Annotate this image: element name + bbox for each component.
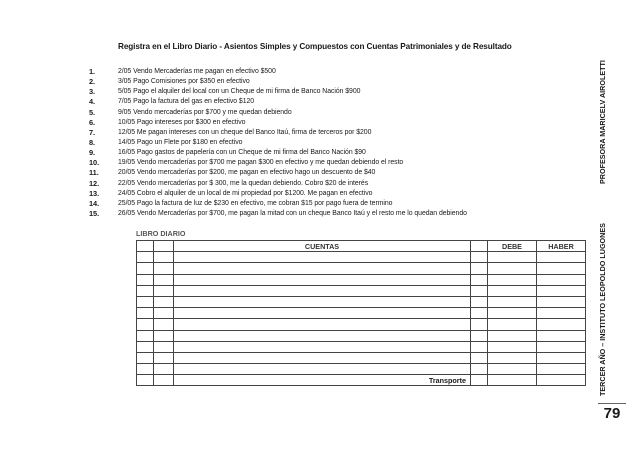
account-cell[interactable] <box>174 364 471 375</box>
debe-cell[interactable] <box>488 319 537 330</box>
exercise-item <box>89 97 589 107</box>
exercise-text: 16/05 Pago gastos de papelería con un Cheque de mi firma del Banco Nación $90 <box>118 149 366 157</box>
exercise-text: 25/05 Pago la factura de luz de $230 en efectivo, me cobran $15 por pago fuera de termino <box>118 199 393 207</box>
exercise-item <box>89 158 589 168</box>
debe-header: DEBE <box>488 241 537 252</box>
exercise-number: 7. <box>89 127 96 137</box>
debe-cell[interactable] <box>488 296 537 307</box>
ledger-row <box>137 252 586 263</box>
date-header-cell <box>137 241 154 252</box>
haber-cell[interactable] <box>537 352 586 363</box>
side-author-text: PROFESORA MARICELV AIROLETTI <box>598 60 607 184</box>
folio-cell[interactable] <box>471 296 488 307</box>
haber-header: HABER <box>537 241 586 252</box>
exercise-item <box>89 108 589 118</box>
page-heading: Registra en el Libro Diario - Asientos Simples y Compuestos con Cuentas Patrimoniales y de Resultado <box>118 42 512 51</box>
debe-cell[interactable] <box>488 274 537 285</box>
transport-debe-cell[interactable] <box>488 375 537 386</box>
ledger-header-row <box>137 241 586 252</box>
date-cell[interactable] <box>137 296 154 307</box>
folio-cell[interactable] <box>471 263 488 274</box>
folio-cell[interactable] <box>471 319 488 330</box>
exercise-number: 3. <box>89 87 96 97</box>
ref-cell[interactable] <box>154 285 174 296</box>
debe-cell[interactable] <box>488 308 537 319</box>
exercise-text: 24/05 Cobro el alquiler de un local de mi propiedad por $1200. Me pagan en efectivo <box>118 189 373 197</box>
ref-cell[interactable] <box>154 263 174 274</box>
exercise-text: 2/05 Vendo Mercaderías me pagan en efectivo $500 <box>118 68 276 75</box>
date-cell[interactable] <box>137 274 154 285</box>
exercise-number: 14. <box>89 198 100 208</box>
haber-cell[interactable] <box>537 364 586 375</box>
date-cell[interactable] <box>137 252 154 263</box>
haber-cell[interactable] <box>537 252 586 263</box>
exercise-text: 3/05 Pago Comisiones por $350 en efectivo <box>118 78 250 86</box>
cuentas-header: CUENTAS <box>174 241 471 252</box>
account-cell[interactable] <box>174 252 471 263</box>
ref-cell[interactable] <box>154 330 174 341</box>
ref-cell[interactable] <box>154 352 174 363</box>
ref-cell[interactable] <box>154 296 174 307</box>
folio-cell[interactable] <box>471 285 488 296</box>
transport-haber-cell[interactable] <box>537 375 586 386</box>
folio-cell[interactable] <box>471 330 488 341</box>
date-cell[interactable] <box>137 319 154 330</box>
exercise-number: 11. <box>89 168 99 178</box>
folio-cell[interactable] <box>471 364 488 375</box>
exercise-number: 12. <box>89 178 100 188</box>
debe-cell[interactable] <box>488 252 537 263</box>
folio-header-cell <box>471 241 488 252</box>
account-cell[interactable] <box>174 285 471 296</box>
exercise-number: 13. <box>89 188 100 198</box>
exercise-item <box>89 67 589 77</box>
debe-cell[interactable] <box>488 352 537 363</box>
haber-cell[interactable] <box>537 285 586 296</box>
date-cell[interactable] <box>137 352 154 363</box>
date-cell[interactable] <box>137 341 154 352</box>
exercise-list <box>89 67 589 219</box>
exercise-item <box>89 209 589 219</box>
folio-cell[interactable] <box>471 341 488 352</box>
exercise-text: 5/05 Pago el alquiler del local con un Cheque de mi firma de Banco Nación $900 <box>118 88 361 96</box>
debe-cell[interactable] <box>488 364 537 375</box>
exercise-text: 20/05 Vendo mercaderías por $200, me pagan en efectivo hago un descuento de $40 <box>118 169 376 177</box>
exercise-item <box>89 179 589 189</box>
exercise-item <box>89 77 589 87</box>
ledger-row <box>137 319 586 330</box>
date-cell[interactable] <box>137 263 154 274</box>
haber-cell[interactable] <box>537 296 586 307</box>
exercise-text: 14/05 Pago un Flete por $180 en efectivo <box>118 138 243 146</box>
account-cell[interactable] <box>174 341 471 352</box>
exercise-text: 7/05 Pago la factura del gas en efectivo $120 <box>118 98 255 106</box>
exercise-number: 1. <box>89 67 96 76</box>
account-cell[interactable] <box>174 274 471 285</box>
exercise-text: 19/05 Vendo mercaderías por $700 me pagan $300 en efectivo y me quedan debiendo el resto <box>118 159 404 167</box>
account-cell[interactable] <box>174 296 471 307</box>
date-cell[interactable] <box>137 330 154 341</box>
exercise-number: 6. <box>89 117 96 127</box>
account-cell[interactable] <box>174 319 471 330</box>
account-cell[interactable] <box>174 352 471 363</box>
ledger-row <box>137 308 586 319</box>
ref-cell[interactable] <box>154 364 174 375</box>
transport-row <box>137 375 586 386</box>
transport-date-cell <box>137 375 154 386</box>
side-institution-text: TERCER AÑO – INSTITUTO LEOPOLDO LUGONES <box>598 223 607 396</box>
ref-header-cell <box>154 241 174 252</box>
ref-cell[interactable] <box>154 274 174 285</box>
exercise-number: 10. <box>89 158 100 168</box>
account-cell[interactable] <box>174 330 471 341</box>
exercise-item <box>89 148 589 158</box>
exercise-item <box>89 189 589 199</box>
ledger-row <box>137 352 586 363</box>
haber-cell[interactable] <box>537 341 586 352</box>
transport-folio-cell <box>471 375 488 386</box>
folio-cell[interactable] <box>471 352 488 363</box>
exercise-item <box>89 199 589 209</box>
exercise-text: 22/05 Vendo mercaderías por $ 300, me la quedan debiendo. Cobro $20 de interés <box>118 179 369 187</box>
haber-cell[interactable] <box>537 308 586 319</box>
folio-cell[interactable] <box>471 308 488 319</box>
exercise-item <box>89 87 589 97</box>
folio-cell[interactable] <box>471 252 488 263</box>
exercise-item <box>89 118 589 128</box>
exercise-item <box>89 138 589 148</box>
exercise-item <box>89 168 589 178</box>
ledger-row <box>137 274 586 285</box>
exercise-number: 9. <box>89 148 96 158</box>
ledger-row <box>137 285 586 296</box>
account-cell[interactable] <box>174 263 471 274</box>
ledger-row <box>137 330 586 341</box>
ref-cell[interactable] <box>154 308 174 319</box>
date-cell[interactable] <box>137 308 154 319</box>
exercise-number: 4. <box>89 97 96 107</box>
date-cell[interactable] <box>137 285 154 296</box>
haber-cell[interactable] <box>537 319 586 330</box>
exercise-item <box>89 128 589 138</box>
transport-ref-cell <box>154 375 174 386</box>
debe-cell[interactable] <box>488 330 537 341</box>
haber-cell[interactable] <box>537 274 586 285</box>
debe-cell[interactable] <box>488 341 537 352</box>
ledger-row <box>137 263 586 274</box>
ledger-row <box>137 341 586 352</box>
exercise-text: 10/05 Pago intereses por $300 en efectivo <box>118 118 246 126</box>
ledger-table <box>136 240 586 386</box>
exercise-number: 5. <box>89 107 96 117</box>
page-number: 79 <box>603 405 621 422</box>
exercise-number: 2. <box>89 77 96 87</box>
side-divider <box>598 403 626 404</box>
haber-cell[interactable] <box>537 330 586 341</box>
exercise-text: 26/05 Vendo Mercaderías por $700, me pagan la mitad con un cheque Banco Itaú y el resto me lo quedan debiendo <box>118 209 467 217</box>
haber-cell[interactable] <box>537 263 586 274</box>
exercise-number: 15. <box>89 208 100 218</box>
ledger-title: LIBRO DIARIO <box>136 229 186 238</box>
transport-label: Transporte <box>174 375 471 386</box>
exercise-number: 8. <box>89 137 96 147</box>
folio-cell[interactable] <box>471 274 488 285</box>
debe-cell[interactable] <box>488 263 537 274</box>
exercise-text: 12/05 Me pagan intereses con un cheque del Banco Itaú, firma de terceros por $200 <box>118 128 372 136</box>
ref-cell[interactable] <box>154 252 174 263</box>
ledger-row <box>137 364 586 375</box>
debe-cell[interactable] <box>488 285 537 296</box>
ledger-row <box>137 296 586 307</box>
ref-cell[interactable] <box>154 341 174 352</box>
account-cell[interactable] <box>174 308 471 319</box>
date-cell[interactable] <box>137 364 154 375</box>
ref-cell[interactable] <box>154 319 174 330</box>
exercise-text: 9/05 Vendo mercaderías por $700 y me quedan debiendo <box>118 108 292 116</box>
